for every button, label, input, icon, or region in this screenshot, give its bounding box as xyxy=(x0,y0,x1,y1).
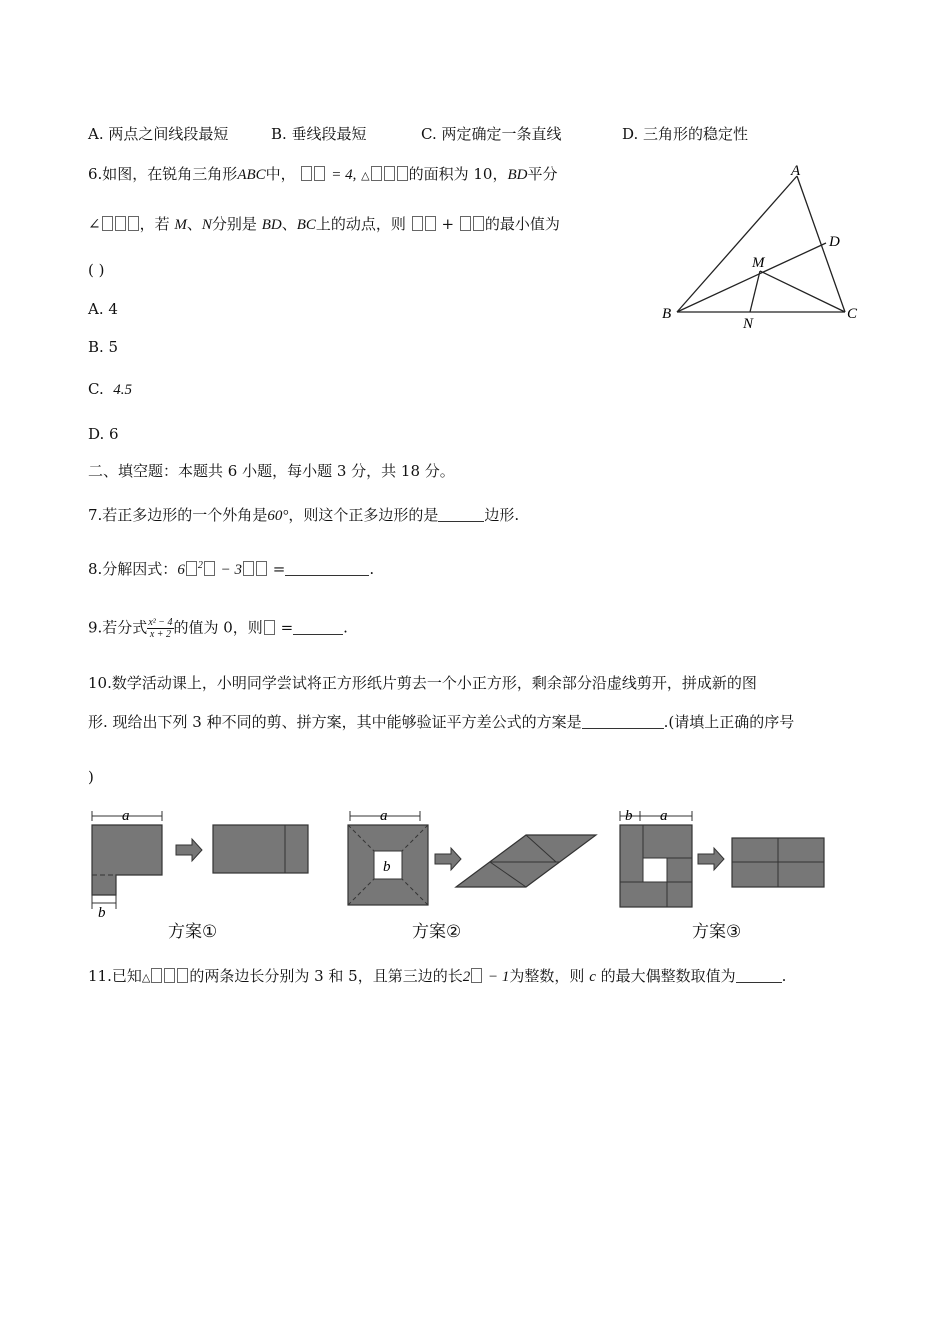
scheme-2-label-a: a xyxy=(380,808,388,824)
q7: 7.若正多边形的一个外角是60°，则这个正多边形的是 边形. xyxy=(88,506,520,524)
q10-line1: 10.数学活动课上，小明同学尝试将正方形纸片剪去一个小正方形，剩余部分沿虚线剪开，拼成新的图 xyxy=(88,674,757,692)
q10-line3: ) xyxy=(88,768,94,786)
scheme-3-label-a: a xyxy=(660,808,668,824)
q5-option-c: C. 两定确定一条直线 xyxy=(421,125,562,143)
q5-option-a: A. 两点之间线段最短 xyxy=(88,125,229,143)
q11: 11.已知△ 的两条边长分别为 3 和 5，且第三边的长2 − 1为整数，则 c 的最大偶整数取值为 . xyxy=(88,967,787,985)
q10-line2: 形. 现给出下列 3 种不同的剪、拼方案，其中能够验证平方差公式的方案是 .(请填上正确的序号 xyxy=(88,713,795,731)
scheme-2-caption: 方案② xyxy=(412,922,462,942)
q6-option-a: A. 4 xyxy=(88,300,118,318)
scheme-1-figure xyxy=(92,808,308,920)
triangle-figure xyxy=(650,155,880,340)
q6-option-c: C. 4.5 xyxy=(88,380,133,398)
q6-paren: ( ) xyxy=(88,261,105,279)
q6-line1: 6.如图，在锐角三角形ABC中， = 4, △ 的面积为 10，BD平分 xyxy=(88,165,558,183)
label-m: M xyxy=(752,255,765,271)
label-n: N xyxy=(743,316,754,332)
scheme-1-label-a: a xyxy=(122,808,130,824)
scheme-2-label-b: b xyxy=(383,859,391,875)
q6-option-b: B. 5 xyxy=(88,338,119,356)
scheme-3-caption: 方案③ xyxy=(692,922,742,942)
label-c: C xyxy=(847,306,858,322)
q6-line2: ∠ ，若 M、N分别是 BD、BC上的动点，则 + 的最小值为 xyxy=(88,215,560,233)
scheme-1-label-b: b xyxy=(98,905,106,920)
q5-option-b: B. 垂线段最短 xyxy=(271,125,367,143)
scheme-3-label-b: b xyxy=(625,808,633,824)
scheme-3-figure xyxy=(620,808,824,907)
scheme-1-caption: 方案① xyxy=(168,922,218,942)
label-b: B xyxy=(662,306,672,322)
label-d: D xyxy=(829,234,840,250)
scheme-2-figure xyxy=(348,808,596,905)
q5-option-d: D. 三角形的稳定性 xyxy=(622,125,749,143)
q8: 8.分解因式：6 $^2$ − 3 = . xyxy=(88,560,375,578)
q9: 9.若分式 $\frac{\text{x² − 4}}{x + 2}$ 的值为 0，则 = . xyxy=(88,617,348,640)
q6-option-d: D. 6 xyxy=(88,425,119,443)
scheme-figures xyxy=(80,805,850,920)
label-a: A xyxy=(791,163,801,179)
section-2-heading: 二、填空题：本题共 6 小题，每小题 3 分，共 18 分。 xyxy=(88,462,455,480)
